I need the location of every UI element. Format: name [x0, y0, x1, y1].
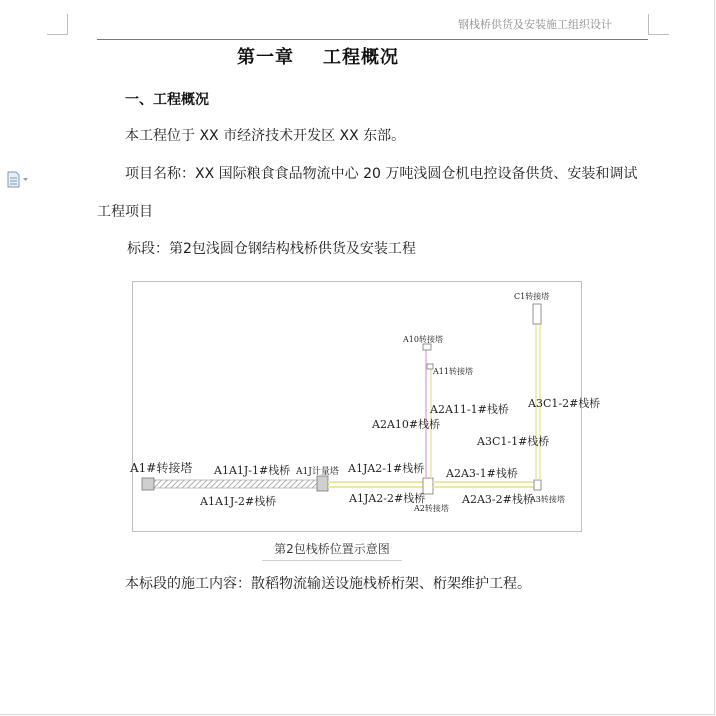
label-a2a3-1: A2A3-1#栈桥 — [446, 467, 518, 480]
label-a1a1j-1: A1A1J-1#栈桥 — [214, 464, 291, 477]
tower-c1-marker — [533, 304, 541, 324]
paragraph-project-name-cont: 工程项目 — [97, 204, 153, 220]
paragraph-location: 本工程位于 XX 市经济技术开发区 XX 东部。 — [125, 128, 406, 144]
header-rule — [97, 39, 648, 40]
bridge-a1a1j-hatch — [143, 480, 327, 488]
paragraph-project-name: 项目名称：XX 国际粮食食品物流中心 20 万吨浅圆仓机电控设备供货、安装和调试 — [125, 166, 638, 182]
section-heading: 一、工程概况 — [125, 92, 209, 108]
label-a11-tower: A11转接塔 — [433, 367, 473, 376]
label-a1ja2-1: A1JA2-1#栈桥 — [348, 462, 425, 475]
bridge-location-diagram — [130, 281, 601, 532]
crop-mark-top-right — [648, 14, 669, 35]
document-outline-icon[interactable] — [6, 170, 30, 190]
label-a3c1-1: A3C1-1#栈桥 — [477, 435, 550, 448]
tower-a1-marker — [142, 478, 154, 490]
label-a2a3-2: A2A3-2#栈桥 — [462, 493, 534, 506]
label-a1-tower: A1#转接塔 — [130, 461, 193, 475]
station-a1j-marker — [317, 476, 328, 491]
label-a2a11-1: A2A11-1#栈桥 — [430, 403, 509, 416]
running-header: 钢栈桥供货及安装施工组织设计 — [458, 18, 612, 31]
figure-caption: 第2包栈桥位置示意图 — [262, 540, 402, 561]
label-a3-tower: A3转接塔 — [530, 495, 565, 504]
tower-a3-marker — [534, 480, 541, 490]
paragraph-lot: 标段：第2包浅圆仓钢结构栈桥供货及安装工程 — [127, 241, 416, 257]
label-a10-tower: A10转接塔 — [403, 335, 443, 344]
label-a1a1j-2: A1A1J-2#栈桥 — [200, 495, 277, 508]
tower-a10-marker — [423, 344, 431, 350]
label-a3c1-2: A3C1-2#栈桥 — [528, 397, 601, 410]
chapter-title: 第一章 工程概况 — [236, 47, 400, 68]
crop-mark-top-left — [47, 14, 68, 35]
label-a1ja2-2: A1JA2-2#栈桥 — [349, 492, 426, 505]
label-c1-tower: C1转接塔 — [514, 292, 550, 301]
paragraph-scope: 本标段的施工内容：散稻物流输送设施栈桥桁架、桁架维护工程。 — [125, 576, 531, 592]
label-a2-tower: A2转接塔 — [414, 504, 449, 513]
label-a2a10: A2A10#栈桥 — [372, 418, 441, 431]
label-a1j-station: A1J计量塔 — [296, 467, 339, 477]
